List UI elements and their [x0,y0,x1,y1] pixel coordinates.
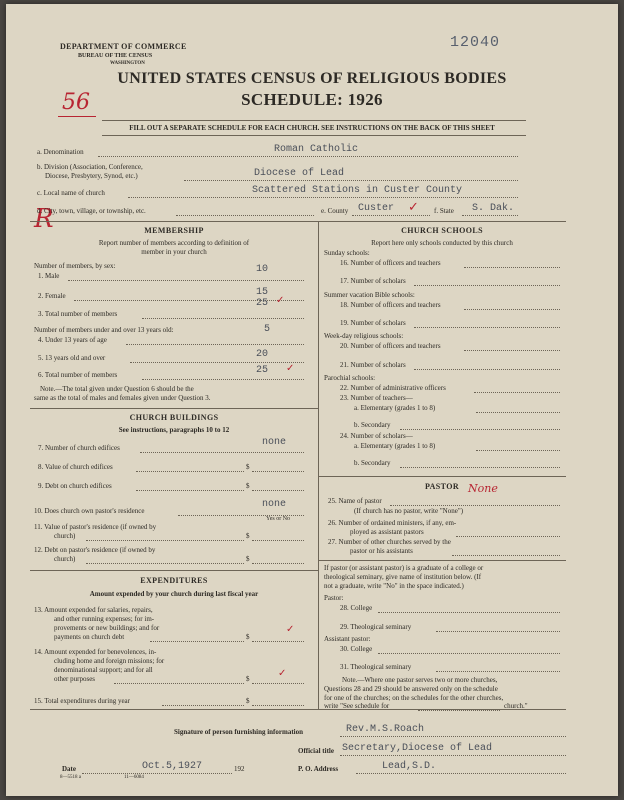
q12-dollar: $ [246,555,250,563]
q29-label: 29. Theological seminary [340,623,412,631]
q26-label-1: 26. Number of ordained ministers, if any, em- [328,519,457,527]
q9-amount-line [252,490,304,491]
instructions-banner: FILL OUT A SEPARATE SCHEDULE FOR EACH CHURCH. SEE INSTRUCTIONS ON THE BACK OF THIS SHEET [129,124,495,132]
membership-title: MEMBERSHIP [144,226,204,235]
column-divider [318,221,319,709]
q8-label: 8. Value of church edifices [38,463,113,471]
q21-line [414,369,560,370]
q13-label-2: and other running expenses; for im- [54,615,155,623]
q3-checkmark-icon: ✓ [276,295,285,306]
q7-label: 7. Number of church edifices [38,444,120,452]
division-value: Diocese of Lead [254,168,345,179]
pastor-title: PASTOR [424,482,460,491]
handwritten-mark: R [34,204,54,234]
q6-checkmark-icon: ✓ [286,363,295,374]
pastor-note-4: write "See schedule for [324,702,390,710]
q12-label-1: 12. Debt on pastor's residence (if owned by [34,546,156,554]
q9-line [136,490,244,491]
q8-amount-line [252,471,304,472]
local-name-line [128,197,518,198]
membership-intro-2: member in your church [141,248,207,256]
q14-label-1: 14. Amount expended for benevolences, in- [34,648,157,656]
q21-label: 21. Number of scholars [340,361,406,369]
signature-value: Rev.M.S.Roach [346,724,425,735]
q2-label: 2. Female [38,292,66,300]
q15-dollar: $ [246,697,250,705]
q29-line [436,631,560,632]
q12-line [86,563,244,564]
q19-label: 19. Number of scholars [340,319,406,327]
q5-label: 5. 13 years old and over [38,354,106,362]
q6-value: 25 [256,365,269,376]
membership-note-1: Note.—The total given under Question 6 should be the [40,385,194,393]
membership-note-2: same as the total of males and females given under Question 3. [34,394,211,402]
buildings-intro: See instructions, paragraphs 10 to 12 [118,426,230,434]
q5-value: 20 [256,349,269,360]
schools-intro: Report here only schools conducted by this church [371,239,513,247]
q24a-label: a. Elementary (grades 1 to 8) [354,442,436,450]
pastor-name-handwritten: None [468,482,498,495]
q14-label-4: other purposes [54,675,96,683]
q8-dollar: $ [246,463,250,471]
q28-label: 28. College [340,604,373,612]
q30-line [378,653,560,654]
instructions-top-rule [102,120,526,121]
division-label-1: b. Division (Association, Conference, [37,163,143,171]
q27-label-2: pastor or his assistants [350,547,413,555]
q24-label: 24. Number of scholars— [340,432,413,440]
q25-line [390,505,560,506]
q13-amount-line [252,641,304,642]
print-number: 11—6084 [124,775,144,780]
q14-line [114,683,244,684]
q31-line [436,671,560,672]
q11-line [86,540,244,541]
q13-line [150,641,244,642]
q16-line [464,267,560,268]
q11-dollar: $ [246,532,250,540]
graduate-note-1: If pastor (or assistant pastor) is a graduate of a college or [324,564,484,572]
q28-line [378,612,560,613]
q23b-label: b. Secondary [354,421,391,429]
q25-label: 25. Name of pastor [328,497,382,505]
q5-line [130,362,304,363]
q10-value: none [262,499,287,510]
census-schedule-page [6,4,618,796]
q23a-line [476,412,560,413]
po-address-label: P. O. Address [298,765,339,773]
graduate-note-3: not a graduate, write "No" in the space indicated.) [324,582,464,590]
year-suffix: 192 [234,765,245,773]
q23-label: 23. Number of teachers— [340,394,413,402]
q12-amount-line [252,563,304,564]
q4-line [126,344,304,345]
age-intro-label: Number of members under and over 13 years old: [34,326,174,334]
q30-label: 30. College [340,645,373,653]
assistant-pastor-label: Assistant pastor: [324,635,371,643]
q20-line [464,350,560,351]
graduate-top-rule [318,560,566,561]
handwritten-number: 56 [62,90,90,115]
date-value: Oct.5,1927 [142,761,203,772]
q11-label-1: 11. Value of pastor's residence (if owned by [34,523,157,531]
official-title-line [340,755,566,756]
q3-value: 25 [256,298,269,309]
q23a-label: a. Elementary (grades 1 to 8) [354,404,436,412]
q18-label: 18. Number of officers and teachers [340,301,441,309]
q6-line [142,379,304,380]
q2-value: 15 [256,287,269,298]
denomination-label: a. Denomination [37,148,84,156]
handwritten-underline [58,116,96,117]
q27-line [452,555,560,556]
q24b-label: b. Secondary [354,459,391,467]
parochial-schools-label: Parochial schools: [324,374,376,382]
county-line [352,215,430,216]
q31-label: 31. Theological seminary [340,663,412,671]
county-value: Custer [358,203,395,214]
q13-label-3: provements or new buildings; and for [54,624,160,632]
q26-label-2: ployed as assistant pastors [350,528,424,536]
q20-label: 20. Number of officers and teachers [340,342,441,350]
q12-label-2: church) [54,555,76,563]
q18-line [464,309,560,310]
q6-label: 6. Total number of members [38,371,118,379]
q16-label: 16. Number of officers and teachers [340,259,441,267]
yes-no-hint: Yes or No [266,516,291,522]
q24a-line [476,450,560,451]
q13-checkmark-icon: ✓ [286,624,295,635]
q11-label-2: church) [54,532,76,540]
graduate-note-2: theological seminary, give name of institution below. (If [324,573,482,581]
signature-line [340,736,566,737]
official-title-value: Secretary,Diocese of Lead [342,743,493,754]
q22-line [474,392,560,393]
po-address-line [356,773,566,774]
q1-line [68,280,304,281]
sunday-schools-label: Sunday schools: [324,249,370,257]
document-number: 12040 [450,34,501,51]
instructions-bottom-rule [102,135,526,136]
q4-value: 5 [264,324,271,335]
expenditures-title: EXPENDITURES [140,576,208,585]
bureau-name: BUREAU OF THE CENSUS [78,53,153,59]
buildings-top-rule [30,408,318,409]
q13-dollar: $ [246,633,250,641]
state-value: S. Dak. [472,203,515,214]
members-by-sex-label: Number of members, by sex: [34,262,116,270]
q9-label: 9. Debt on church edifices [38,482,112,490]
pastor-note-2: Questions 28 and 29 should be answered only on the schedule [324,685,498,693]
q14-label-3: denominational support; and for all [54,666,153,674]
form-title: UNITED STATES CENSUS OF RELIGIOUS BODIES [117,70,507,87]
county-label: e. County [321,207,349,215]
division-label-2: Diocese, Presbytery, Synod, etc.) [45,172,138,180]
q9-dollar: $ [246,482,250,490]
expenditures-intro: Amount expended by your church during last fiscal year [89,590,259,598]
city-name: WASHINGTON [110,61,145,66]
q17-label: 17. Number of scholars [340,277,406,285]
q26-line [456,536,560,537]
city-line [176,215,314,216]
q22-label: 22. Number of administrative officers [340,384,446,392]
q13-label-1: 13. Amount expended for salaries, repairs, [34,606,153,614]
form-number: 8—5518 a [60,775,81,780]
q4-label: 4. Under 13 years of age [38,336,107,344]
q1-value: 10 [256,264,269,275]
q15-line [162,705,244,706]
local-name-value: Scattered Stations in Custer County [252,185,463,196]
expenditures-top-rule [30,570,318,571]
q2-line [74,300,304,301]
q11-amount-line [252,540,304,541]
q27-label-1: 27. Number of other churches served by the [328,538,451,546]
q13-label-4: payments on church debt [54,633,125,641]
pastor-note-5: church." [504,702,528,710]
q24b-line [400,467,560,468]
q3-label: 3. Total number of members [38,310,118,318]
q15-amount-line [252,705,304,706]
schedule-title: SCHEDULE: 1926 [241,90,383,109]
q19-line [414,327,560,328]
q7-value: none [262,437,287,448]
pastor-top-rule [318,476,566,477]
q25-note: (If church has no pastor, write "None") [354,507,464,515]
pastor-sub-label: Pastor: [324,594,344,602]
department-name: DEPARTMENT OF COMMERCE [60,42,187,51]
date-line [82,773,232,774]
state-line [462,215,518,216]
q14-dollar: $ [246,675,250,683]
county-checkmark-icon: ✓ [408,199,419,214]
q14-amount-line [252,683,304,684]
q14-label-2: cluding home and foreign missions; for [54,657,165,665]
q17-line [414,285,560,286]
pastor-note-3: for one of the churches; on the schedules for the other churches, [324,694,504,702]
signature-label: Signature of person furnishing information [174,728,303,736]
schools-title: CHURCH SCHOOLS [401,226,483,235]
q14-checkmark-icon: ✓ [278,668,287,679]
q7-line [140,452,304,453]
date-label: Date [62,765,76,773]
q15-label: 15. Total expenditures during year [34,697,130,705]
division-line [184,180,518,181]
summer-schools-label: Summer vacation Bible schools: [324,291,415,299]
q10-label: 10. Does church own pastor's residence [34,507,145,515]
pastor-note-blank [418,710,500,711]
official-title-label: Official title [298,747,334,755]
state-label: f. State [434,207,454,215]
q23b-line [400,429,560,430]
q3-line [142,318,304,319]
membership-intro-1: Report number of members according to definition of [98,239,250,247]
denomination-line [98,156,518,157]
local-name-label: c. Local name of church [37,189,105,197]
po-address-value: Lead,S.D. [382,761,437,772]
city-label: d. City, town, village, or township, etc. [37,207,146,215]
weekday-schools-label: Week-day religious schools: [324,332,404,340]
denomination-value: Roman Catholic [274,144,359,155]
pastor-note-1: Note.—Where one pastor serves two or more churches, [342,676,498,684]
q8-line [136,471,244,472]
sections-top-rule [30,221,566,222]
q1-label: 1. Male [38,272,60,280]
buildings-title: CHURCH BUILDINGS [129,413,219,422]
